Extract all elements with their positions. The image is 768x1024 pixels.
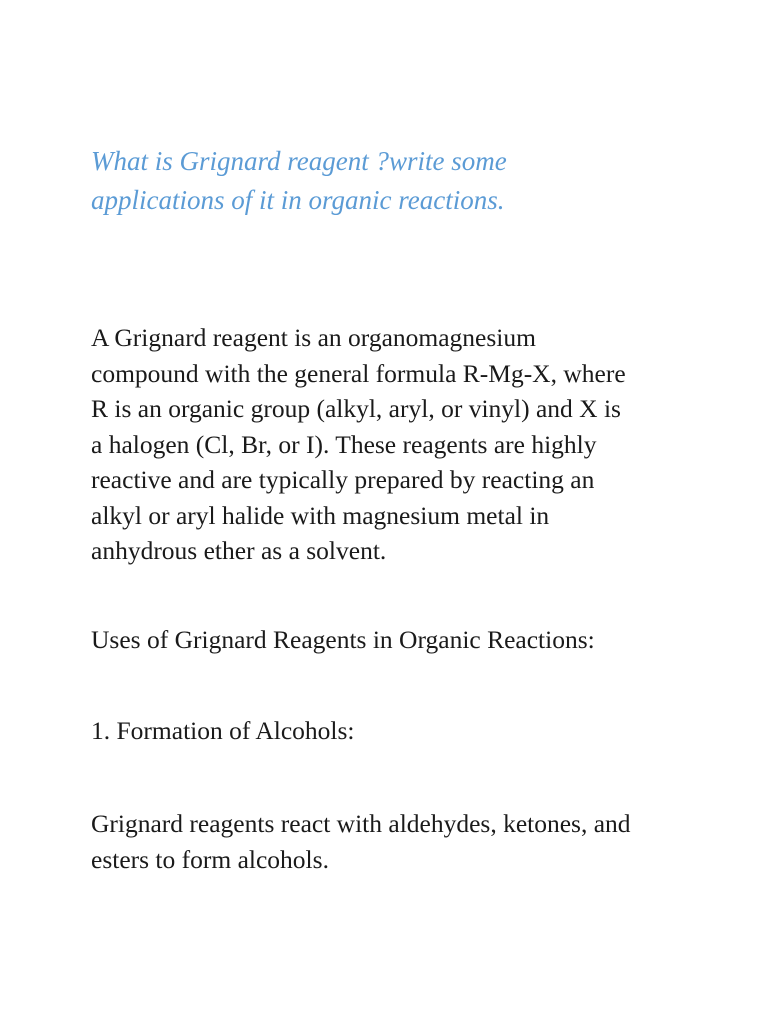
text-line: R is an organic group (alkyl, aryl, or vinyl) and X is: [91, 394, 621, 423]
text-line: compound with the general formula R-Mg-X, where: [91, 358, 626, 388]
text-line: 1. Formation of Alcohols:: [91, 716, 355, 745]
list-item-heading: [91, 713, 701, 749]
text-line: a halogen (Cl, Br, or I). These reagents are highly: [91, 429, 597, 459]
uses-subheading: [91, 622, 701, 658]
definition-paragraph: [91, 320, 701, 569]
text-line: A Grignard reagent is an organomagnesium: [91, 323, 536, 352]
text-line: anhydrous ether as a solvent.: [91, 536, 387, 565]
text-line: alkyl or aryl halide with magnesium metal in: [91, 500, 550, 530]
heading-line: applications of it in organic reactions.: [91, 184, 505, 215]
text-line: Grignard reagents react with aldehydes, ketones, and: [91, 809, 631, 838]
question-heading: [91, 142, 711, 219]
text-line: reactive and are typically prepared by reacting an: [91, 465, 595, 494]
text-line: Uses of Grignard Reagents in Organic Reactions:: [91, 625, 595, 654]
alcohol-formation-paragraph: [91, 806, 701, 877]
text-line: esters to form alcohols.: [91, 844, 329, 874]
heading-line: What is Grignard reagent ?write some: [91, 146, 507, 176]
